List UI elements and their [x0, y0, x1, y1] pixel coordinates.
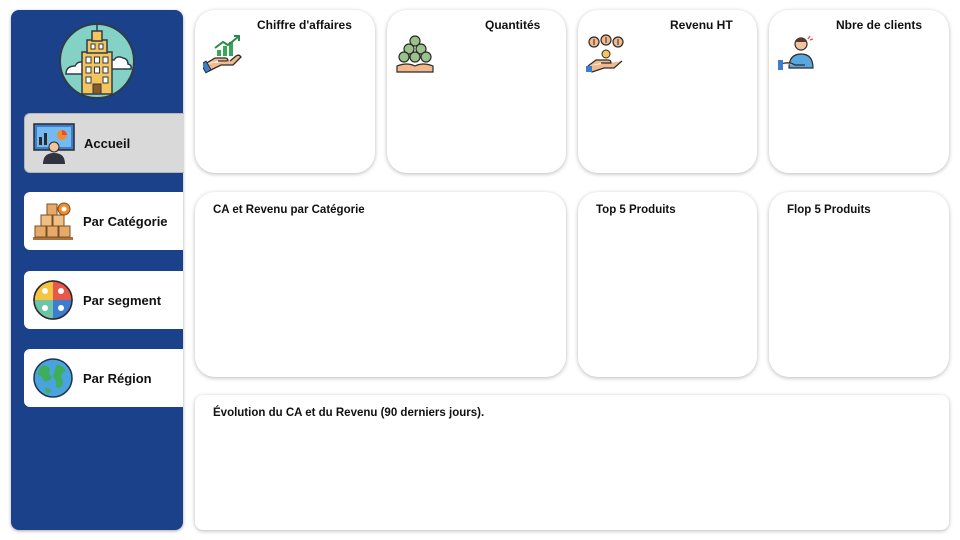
coins-hand-icon	[395, 34, 435, 74]
sidebar-item-par-categorie[interactable]	[24, 192, 183, 250]
kpi-card-chiffre-affaires	[195, 10, 375, 173]
money-hand-icon	[586, 34, 626, 74]
sidebar-item-par-segment[interactable]	[24, 271, 183, 329]
panel-title: Top 5 Produits	[596, 204, 676, 216]
kpi-title: Revenu HT	[670, 18, 733, 32]
kpi-title: Nbre de clients	[836, 18, 923, 32]
kpi-title: Quantités	[485, 18, 541, 32]
panel-top5-produits	[578, 192, 757, 377]
kpi-title: Chiffre d'affaires	[257, 18, 352, 32]
sidebar-item-label: Par Région	[83, 370, 152, 386]
sidebar-item-accueil[interactable]	[24, 113, 184, 173]
sidebar-item-label: Par segment	[83, 292, 162, 308]
sidebar	[11, 10, 183, 530]
sidebar-item-label: Par Catégorie	[83, 213, 168, 229]
dashboard-presenter-icon	[32, 121, 76, 165]
panel-flop5-produits	[769, 192, 949, 377]
kpi-card-nbre-clients	[769, 10, 949, 173]
kpi-card-revenu-ht	[578, 10, 757, 173]
kpi-card-quantites	[387, 10, 566, 173]
growth-hand-icon	[203, 34, 243, 74]
panel-evolution	[195, 395, 949, 530]
boxes-icon	[31, 199, 75, 243]
client-icon	[777, 34, 817, 74]
panel-title: Évolution du CA et du Revenu (90 derniers jours).	[213, 407, 485, 419]
panel-title: Flop 5 Produits	[787, 204, 871, 216]
panel-title: CA et Revenu par Catégorie	[213, 204, 365, 216]
city-building-icon	[58, 22, 136, 100]
panel-ca-revenu-categorie	[195, 192, 566, 377]
sidebar-item-label: Accueil	[84, 135, 131, 151]
segments-icon	[31, 278, 75, 322]
globe-icon	[31, 356, 75, 400]
sidebar-item-par-region[interactable]	[24, 349, 183, 407]
